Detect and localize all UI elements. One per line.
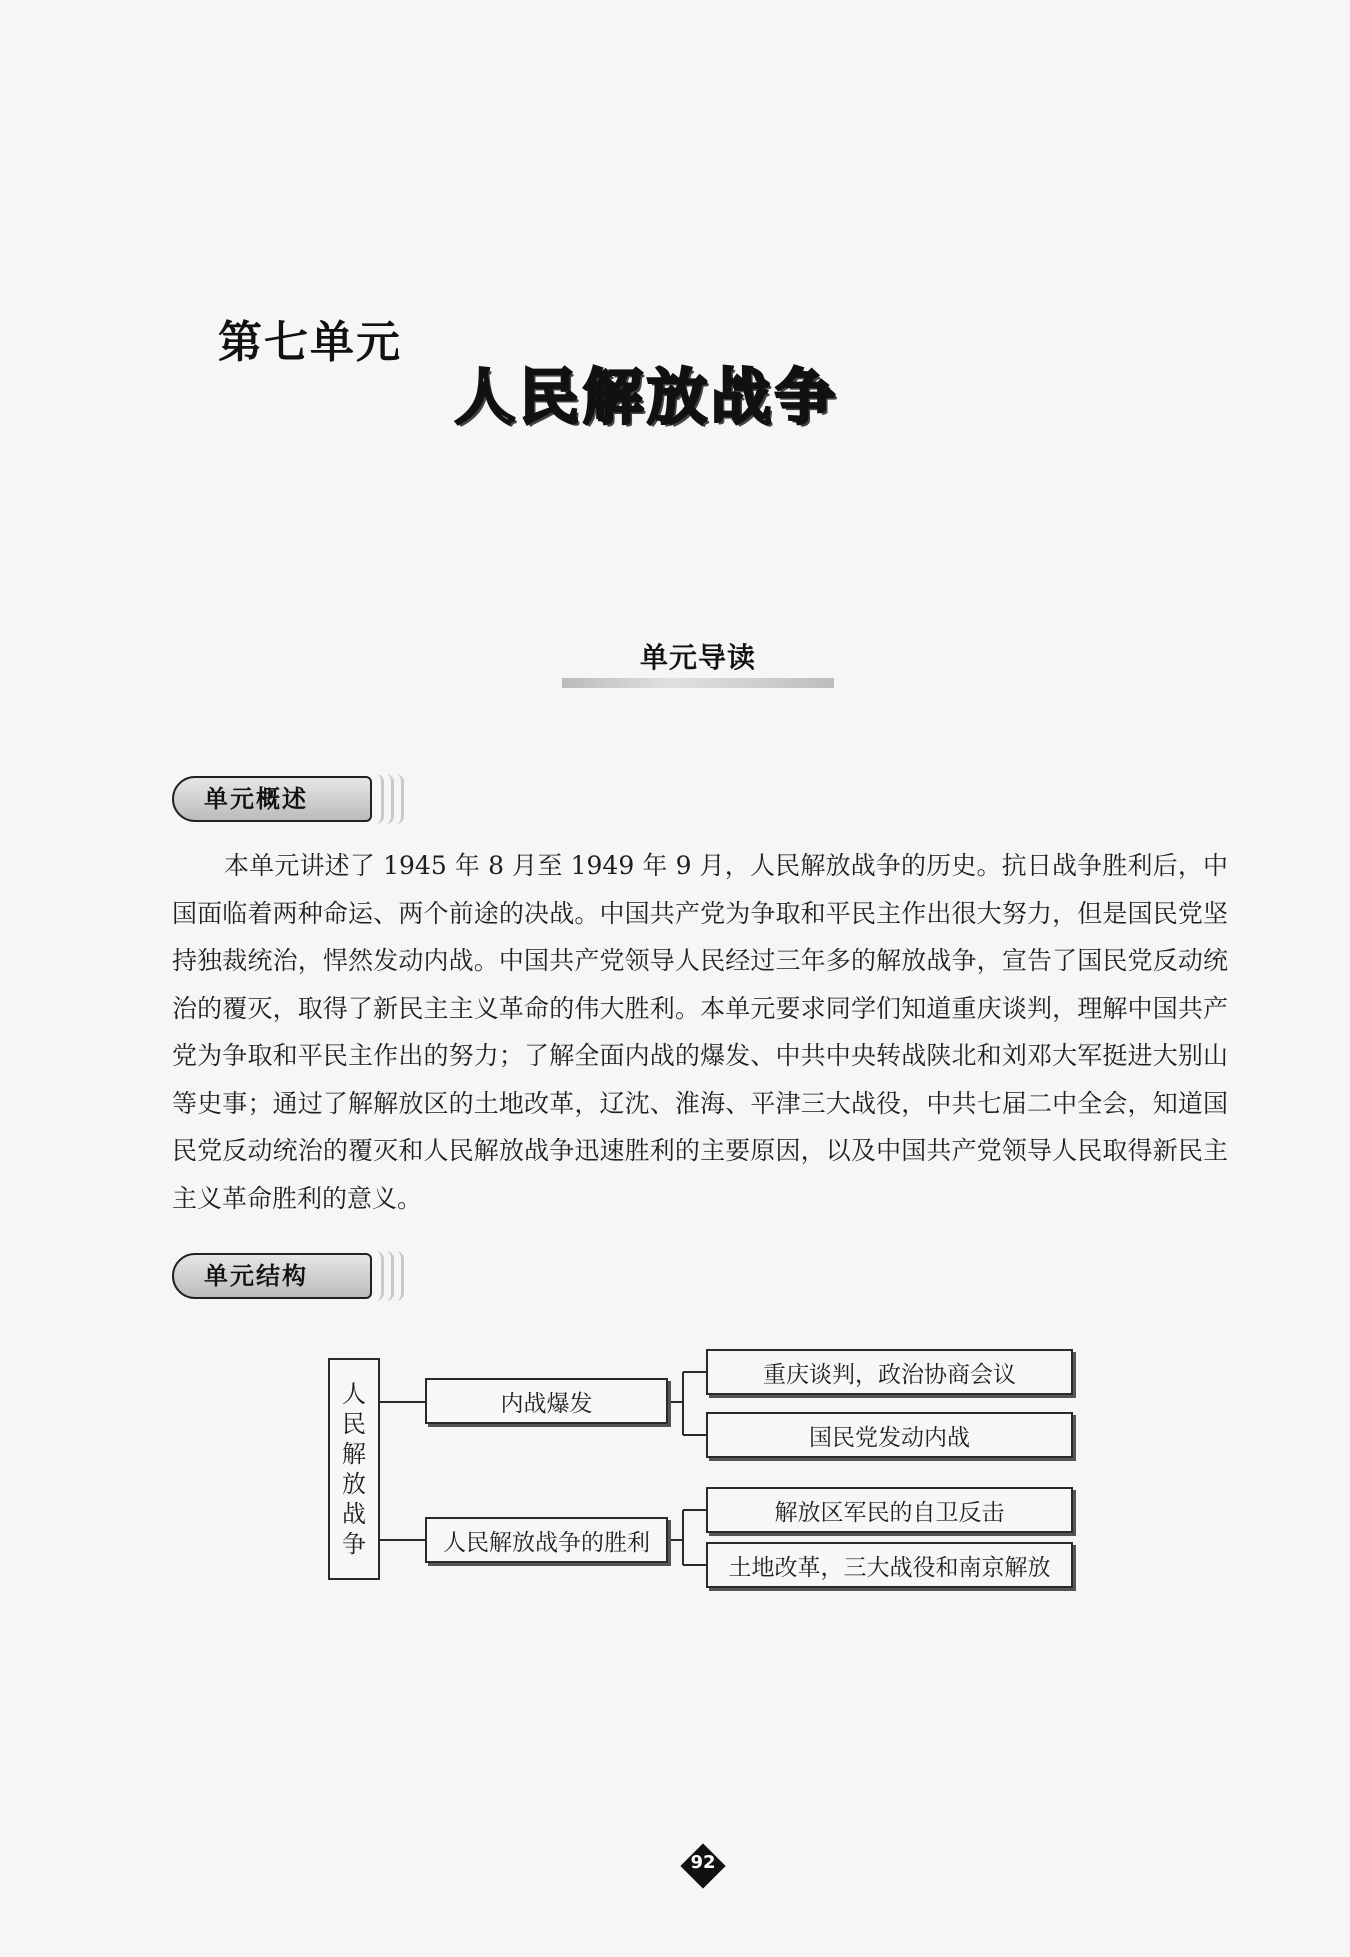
overview-paragraph: 本单元讲述了 1945 年 8 月至 1949 年 9 月，人民解放战争的历史。抗日战争胜利后，中国面临着两种命运、两个前途的决战。中国共产党为争取和平民主作出很大努力，但是国民党坚持独裁统治，悍然发动内战。中国共产党领导人民经过三年多的解放战争，宣告了国民党反动统治的覆灭，取得了新民主主义革命的伟大胜利。本单元要求同学们知道重庆谈判，理解中国共产党为争取和平民主作出的努力；了解全面内战的爆发、中共中央转战陕北和刘邓大军挺进大别山等史事；通过了解解放区的土地改革，辽沈、淮海、平津三大战役，中共七届二中全会，知道国民党反动统治的覆灭和人民解放战争迅速胜利的主要原因，以及中国共产党领导人民取得新民主主义革命胜利的意义。 bbox=[172, 851, 1228, 1213]
unit-number: 第七单元 bbox=[218, 317, 402, 368]
diagram-leaf-box bbox=[706, 1487, 1073, 1533]
diagram-branch-box bbox=[425, 1378, 668, 1424]
root-char: 解 bbox=[342, 1440, 366, 1468]
diagram-leaf-box bbox=[706, 1349, 1073, 1395]
page-number-badge bbox=[680, 1843, 726, 1889]
root-char: 争 bbox=[342, 1530, 366, 1558]
overview-section-label bbox=[172, 776, 372, 822]
diagram-leaf-box bbox=[706, 1542, 1073, 1588]
diagram-branch-box bbox=[425, 1517, 668, 1563]
unit-title: 人民解放战争 bbox=[455, 363, 839, 433]
root-char: 人 bbox=[342, 1380, 366, 1408]
root-char: 放 bbox=[342, 1470, 366, 1498]
root-char: 民 bbox=[342, 1410, 366, 1438]
leaf-label: 国民党发动内战 bbox=[809, 1424, 970, 1451]
pill-decoration bbox=[376, 1251, 384, 1301]
structure-section-label bbox=[172, 1253, 372, 1299]
leaf-label: 重庆谈判，政治协商会议 bbox=[763, 1361, 1016, 1388]
pill-decoration bbox=[386, 1251, 394, 1301]
root-char: 战 bbox=[342, 1500, 366, 1528]
pill-decoration bbox=[396, 774, 404, 824]
structure-label-text: 单元结构 bbox=[204, 1262, 308, 1290]
guide-header bbox=[562, 636, 834, 692]
guide-title: 单元导读 bbox=[639, 641, 756, 674]
leaf-label: 土地改革，三大战役和南京解放 bbox=[728, 1554, 1051, 1581]
page-number: 92 bbox=[690, 1852, 716, 1873]
unit-structure-diagram bbox=[326, 1345, 1078, 1585]
overview-label-text: 单元概述 bbox=[204, 785, 308, 813]
pill-decoration bbox=[396, 1251, 404, 1301]
leaf-label: 解放区军民的自卫反击 bbox=[774, 1499, 1005, 1526]
branch-label: 内战爆发 bbox=[500, 1390, 593, 1417]
guide-underline bbox=[562, 678, 834, 688]
pill-decoration bbox=[376, 774, 384, 824]
diagram-leaf-box bbox=[706, 1412, 1073, 1458]
pill-decoration bbox=[386, 774, 394, 824]
diagram-root-box bbox=[328, 1358, 380, 1580]
branch-label: 人民解放战争的胜利 bbox=[443, 1529, 650, 1556]
